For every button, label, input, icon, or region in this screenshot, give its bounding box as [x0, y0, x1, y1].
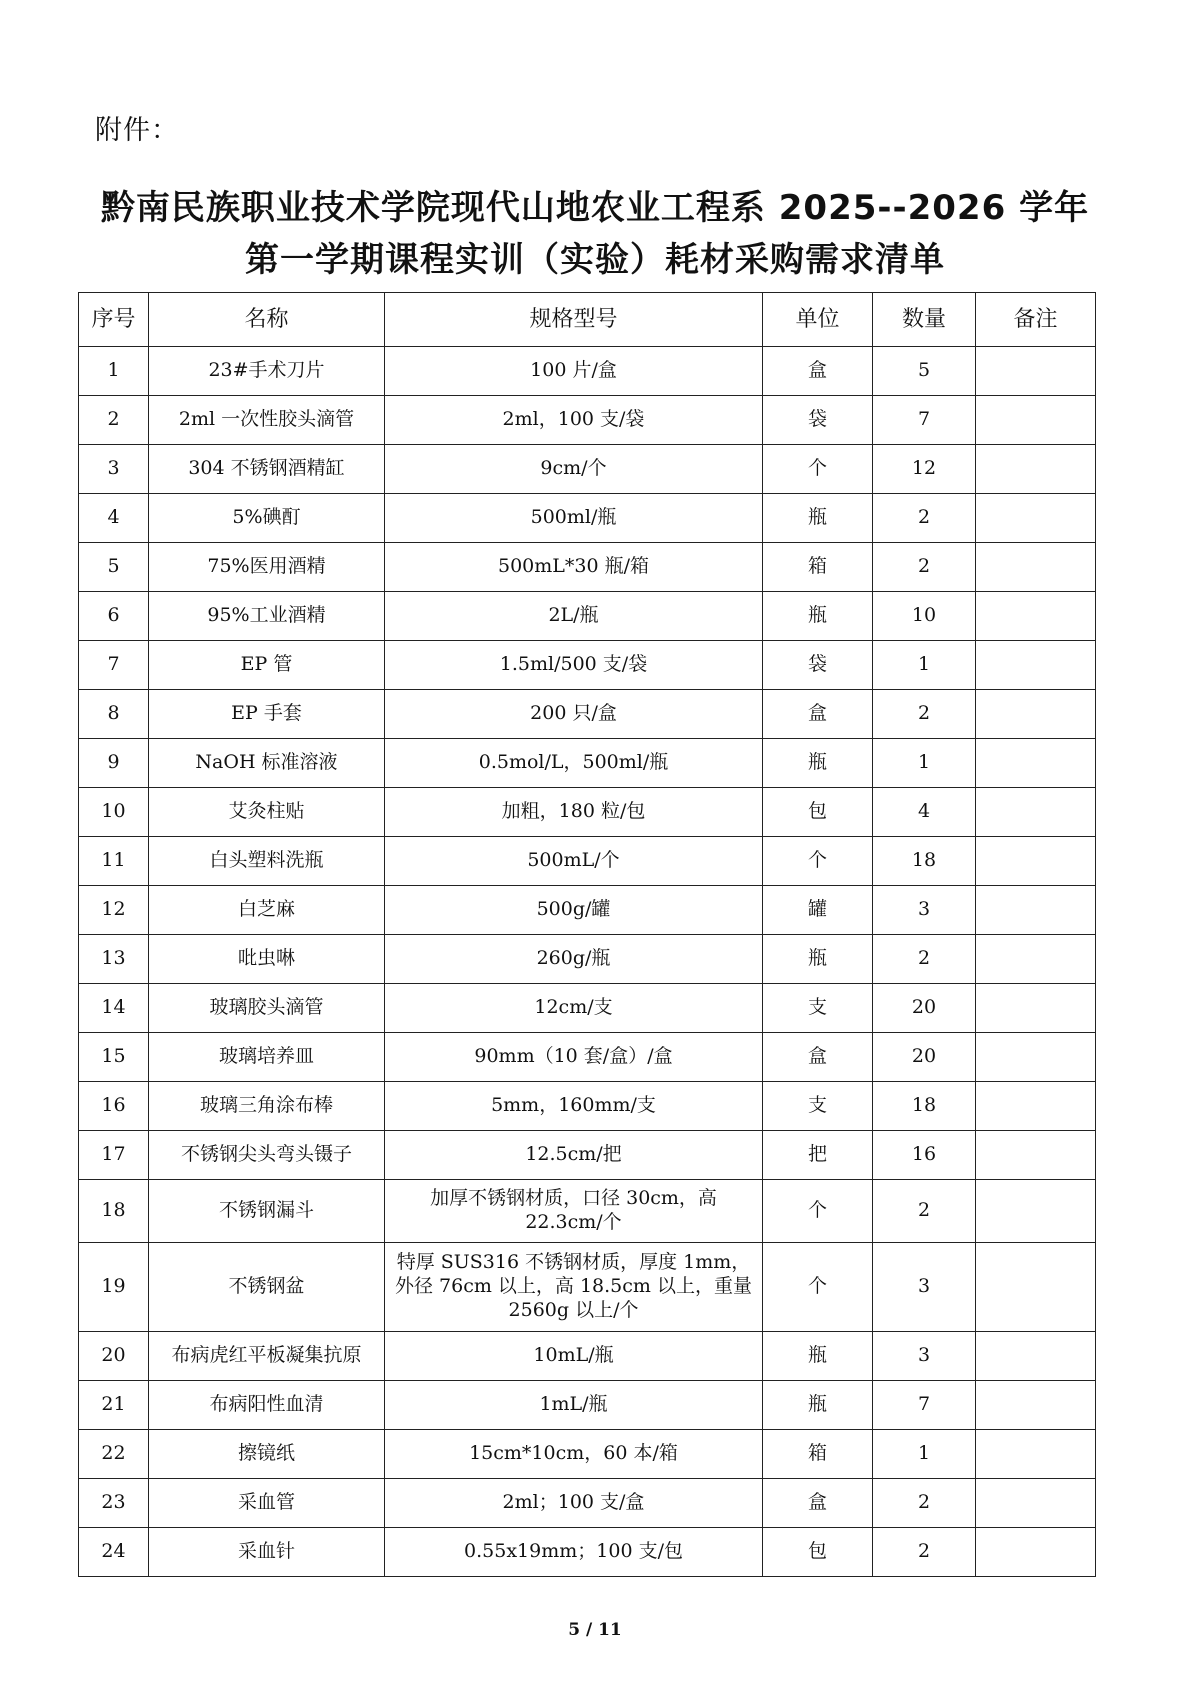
cell-note — [976, 641, 1096, 690]
cell-no: 1 — [79, 347, 149, 396]
cell-unit: 盒 — [763, 690, 873, 739]
cell-note — [976, 984, 1096, 1033]
table-row — [79, 1332, 1096, 1381]
cell-qty: 3 — [873, 1332, 976, 1381]
cell-qty: 7 — [873, 1381, 976, 1430]
table-row — [79, 788, 1096, 837]
table-row — [79, 445, 1096, 494]
table-row — [79, 1528, 1096, 1577]
table-row — [79, 1033, 1096, 1082]
cell-unit: 个 — [763, 445, 873, 494]
cell-qty: 10 — [873, 592, 976, 641]
table-row — [79, 1082, 1096, 1131]
cell-qty: 12 — [873, 445, 976, 494]
cell-qty: 2 — [873, 543, 976, 592]
cell-qty: 18 — [873, 1082, 976, 1131]
cell-note — [976, 1528, 1096, 1577]
table-row — [79, 543, 1096, 592]
cell-spec: 加粗，180 粒/包 — [385, 788, 763, 837]
cell-name: 95%工业酒精 — [149, 592, 385, 641]
cell-qty: 1 — [873, 1430, 976, 1479]
cell-name: 2ml 一次性胶头滴管 — [149, 396, 385, 445]
cell-spec: 260g/瓶 — [385, 935, 763, 984]
cell-no: 15 — [79, 1033, 149, 1082]
cell-no: 10 — [79, 788, 149, 837]
document-title-line2: 第一学期课程实训（实验）耗材采购需求清单 — [245, 240, 945, 280]
document-title-line1: 黔南民族职业技术学院现代山地农业工程系 2025--2026 学年 — [100, 188, 1090, 228]
cell-name: 不锈钢漏斗 — [149, 1180, 385, 1243]
cell-no: 2 — [79, 396, 149, 445]
cell-spec: 500mL/个 — [385, 837, 763, 886]
cell-unit: 瓶 — [763, 935, 873, 984]
cell-name: 布病阳性血清 — [149, 1381, 385, 1430]
table-row — [79, 984, 1096, 1033]
cell-name: 艾灸柱贴 — [149, 788, 385, 837]
cell-unit: 箱 — [763, 543, 873, 592]
cell-spec: 0.5mol/L，500ml/瓶 — [385, 739, 763, 788]
cell-unit: 瓶 — [763, 1381, 873, 1430]
cell-note — [976, 445, 1096, 494]
cell-qty: 2 — [873, 1528, 976, 1577]
cell-spec: 100 片/盒 — [385, 347, 763, 396]
cell-no: 18 — [79, 1180, 149, 1243]
cell-unit: 支 — [763, 1082, 873, 1131]
cell-name: 采血针 — [149, 1528, 385, 1577]
cell-unit: 盒 — [763, 1033, 873, 1082]
cell-spec: 1mL/瓶 — [385, 1381, 763, 1430]
cell-name: 不锈钢尖头弯头镊子 — [149, 1131, 385, 1180]
cell-no: 3 — [79, 445, 149, 494]
cell-no: 9 — [79, 739, 149, 788]
cell-spec: 200 只/盒 — [385, 690, 763, 739]
cell-no: 6 — [79, 592, 149, 641]
cell-unit: 盒 — [763, 1479, 873, 1528]
cell-spec: 0.55x19mm；100 支/包 — [385, 1528, 763, 1577]
cell-name: EP 手套 — [149, 690, 385, 739]
cell-note — [976, 1430, 1096, 1479]
page-number: 5 / 11 — [568, 1620, 622, 1640]
table-row — [79, 739, 1096, 788]
table-header-row — [79, 293, 1096, 347]
cell-no: 7 — [79, 641, 149, 690]
table-row — [79, 1479, 1096, 1528]
cell-qty: 3 — [873, 886, 976, 935]
cell-spec: 2ml；100 支/盒 — [385, 1479, 763, 1528]
table-row — [79, 641, 1096, 690]
cell-qty: 2 — [873, 494, 976, 543]
cell-qty: 2 — [873, 690, 976, 739]
cell-name: 吡虫啉 — [149, 935, 385, 984]
cell-name: 23#手术刀片 — [149, 347, 385, 396]
cell-no: 5 — [79, 543, 149, 592]
cell-note — [976, 543, 1096, 592]
cell-note — [976, 1131, 1096, 1180]
cell-name: 玻璃培养皿 — [149, 1033, 385, 1082]
cell-note — [976, 1082, 1096, 1131]
cell-no: 23 — [79, 1479, 149, 1528]
cell-note — [976, 837, 1096, 886]
cell-spec: 500g/罐 — [385, 886, 763, 935]
cell-note — [976, 396, 1096, 445]
cell-unit: 包 — [763, 788, 873, 837]
cell-unit: 个 — [763, 837, 873, 886]
cell-qty: 20 — [873, 984, 976, 1033]
cell-note — [976, 1381, 1096, 1430]
cell-note — [976, 886, 1096, 935]
header-note: 备注 — [976, 293, 1096, 347]
cell-spec: 加厚不锈钢材质，口径 30cm，高 22.3cm/个 — [385, 1180, 763, 1243]
cell-unit: 袋 — [763, 641, 873, 690]
header-name: 名称 — [149, 293, 385, 347]
table-row — [79, 347, 1096, 396]
cell-qty: 4 — [873, 788, 976, 837]
cell-unit: 把 — [763, 1131, 873, 1180]
cell-spec: 2ml，100 支/袋 — [385, 396, 763, 445]
cell-spec: 500mL*30 瓶/箱 — [385, 543, 763, 592]
cell-no: 13 — [79, 935, 149, 984]
cell-name: EP 管 — [149, 641, 385, 690]
table-row — [79, 592, 1096, 641]
cell-no: 21 — [79, 1381, 149, 1430]
cell-no: 8 — [79, 690, 149, 739]
cell-qty: 7 — [873, 396, 976, 445]
cell-qty: 16 — [873, 1131, 976, 1180]
cell-qty: 2 — [873, 1180, 976, 1243]
header-no: 序号 — [79, 293, 149, 347]
cell-note — [976, 1332, 1096, 1381]
cell-qty: 1 — [873, 641, 976, 690]
table-row — [79, 1131, 1096, 1180]
cell-spec: 500ml/瓶 — [385, 494, 763, 543]
cell-note — [976, 690, 1096, 739]
cell-spec: 90mm（10 套/盒）/盒 — [385, 1033, 763, 1082]
cell-name: 擦镜纸 — [149, 1430, 385, 1479]
cell-no: 12 — [79, 886, 149, 935]
cell-name: 304 不锈钢酒精缸 — [149, 445, 385, 494]
cell-qty: 2 — [873, 935, 976, 984]
table-row — [79, 1180, 1096, 1243]
cell-qty: 2 — [873, 1479, 976, 1528]
cell-name: 采血管 — [149, 1479, 385, 1528]
cell-name: 不锈钢盆 — [149, 1243, 385, 1332]
cell-no: 20 — [79, 1332, 149, 1381]
cell-unit: 个 — [763, 1180, 873, 1243]
cell-name: 75%医用酒精 — [149, 543, 385, 592]
cell-spec: 12.5cm/把 — [385, 1131, 763, 1180]
cell-note — [976, 1243, 1096, 1332]
cell-no: 24 — [79, 1528, 149, 1577]
cell-unit: 盒 — [763, 347, 873, 396]
cell-qty: 18 — [873, 837, 976, 886]
cell-spec: 1.5ml/500 支/袋 — [385, 641, 763, 690]
header-spec: 规格型号 — [385, 293, 763, 347]
cell-spec: 5mm，160mm/支 — [385, 1082, 763, 1131]
cell-name: 白头塑料洗瓶 — [149, 837, 385, 886]
table-row — [79, 396, 1096, 445]
table-row — [79, 1381, 1096, 1430]
cell-name: NaOH 标准溶液 — [149, 739, 385, 788]
cell-unit: 瓶 — [763, 739, 873, 788]
cell-spec: 10mL/瓶 — [385, 1332, 763, 1381]
cell-spec: 12cm/支 — [385, 984, 763, 1033]
cell-name: 布病虎红平板凝集抗原 — [149, 1332, 385, 1381]
cell-spec: 2L/瓶 — [385, 592, 763, 641]
cell-no: 11 — [79, 837, 149, 886]
cell-no: 14 — [79, 984, 149, 1033]
table-row — [79, 690, 1096, 739]
cell-note — [976, 935, 1096, 984]
cell-unit: 罐 — [763, 886, 873, 935]
cell-name: 5%碘酊 — [149, 494, 385, 543]
cell-no: 19 — [79, 1243, 149, 1332]
table-row — [79, 494, 1096, 543]
cell-spec: 15cm*10cm，60 本/箱 — [385, 1430, 763, 1479]
cell-qty: 1 — [873, 739, 976, 788]
cell-unit: 瓶 — [763, 592, 873, 641]
attachment-label: 附件： — [95, 115, 179, 146]
cell-name: 玻璃胶头滴管 — [149, 984, 385, 1033]
cell-note — [976, 1479, 1096, 1528]
cell-unit: 瓶 — [763, 494, 873, 543]
cell-no: 16 — [79, 1082, 149, 1131]
cell-unit: 包 — [763, 1528, 873, 1577]
table-row — [79, 1243, 1096, 1332]
cell-unit: 个 — [763, 1243, 873, 1332]
header-qty: 数量 — [873, 293, 976, 347]
table-row — [79, 886, 1096, 935]
cell-note — [976, 1180, 1096, 1243]
cell-no: 17 — [79, 1131, 149, 1180]
cell-spec: 9cm/个 — [385, 445, 763, 494]
procurement-table — [78, 292, 1096, 1577]
cell-unit: 袋 — [763, 396, 873, 445]
table-row — [79, 1430, 1096, 1479]
cell-qty: 20 — [873, 1033, 976, 1082]
cell-qty: 5 — [873, 347, 976, 396]
cell-name: 玻璃三角涂布棒 — [149, 1082, 385, 1131]
cell-no: 4 — [79, 494, 149, 543]
cell-qty: 3 — [873, 1243, 976, 1332]
cell-unit: 箱 — [763, 1430, 873, 1479]
table-row — [79, 837, 1096, 886]
cell-note — [976, 592, 1096, 641]
header-unit: 单位 — [763, 293, 873, 347]
cell-note — [976, 494, 1096, 543]
cell-unit: 瓶 — [763, 1332, 873, 1381]
cell-note — [976, 788, 1096, 837]
table-body — [79, 347, 1096, 1577]
table-row — [79, 935, 1096, 984]
cell-note — [976, 739, 1096, 788]
cell-note — [976, 347, 1096, 396]
cell-unit: 支 — [763, 984, 873, 1033]
cell-note — [976, 1033, 1096, 1082]
cell-name: 白芝麻 — [149, 886, 385, 935]
cell-spec: 特厚 SUS316 不锈钢材质，厚度 1mm，外径 76cm 以上，高 18.5cm 以上，重量 2560g 以上/个 — [385, 1243, 763, 1332]
cell-no: 22 — [79, 1430, 149, 1479]
